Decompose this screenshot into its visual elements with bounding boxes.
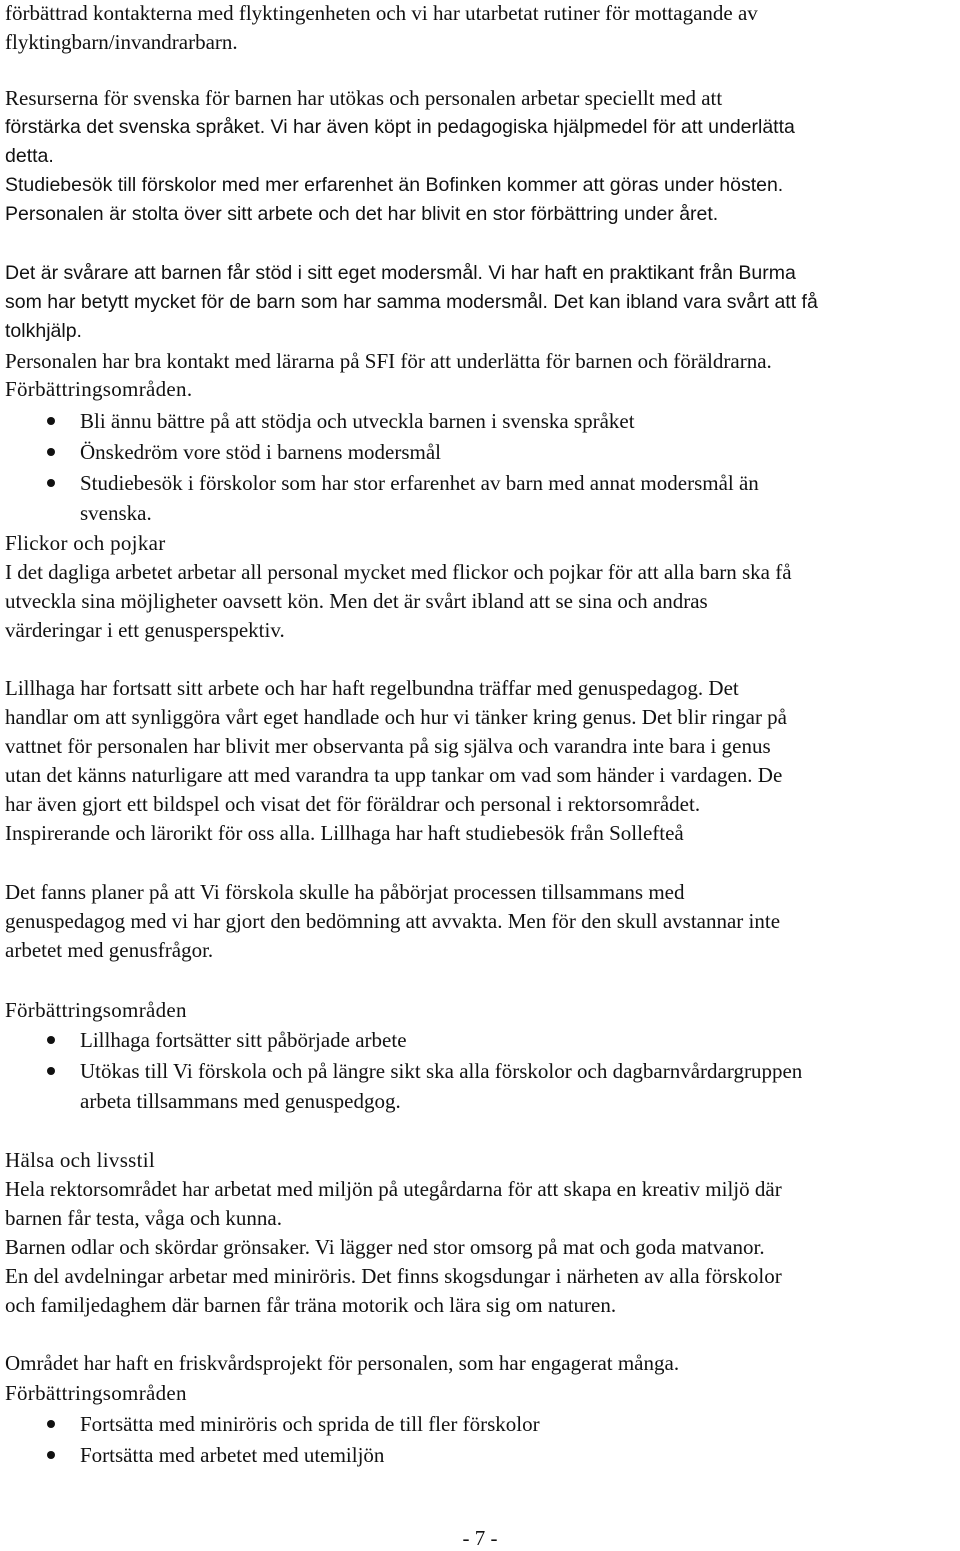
text-line: Lillhaga har fortsatt sitt arbete och har haft regelbundna träffar med genuspedagog. Det	[5, 676, 739, 700]
text-line: Det är svårare att barnen får stöd i sitt eget modersmål. Vi har haft en praktikant från Burma	[5, 262, 796, 284]
list-item-text: Utökas till Vi förskola och på längre sikt ska alla förskolor och dagbarnvårdargruppen	[80, 1059, 803, 1083]
text-line: har även gjort ett bildspel och visat det för föräldrar och personal i rektorsområdet.	[5, 792, 701, 816]
text-line: flyktingbarn/invandrarbarn.	[5, 30, 238, 54]
text-line: Hela rektorsområdet har arbetat med miljön på utegårdarna för att skapa en kreativ miljö där	[5, 1177, 782, 1201]
text-line: En del avdelningar arbetar med miniröris. Det finns skogsdungar i närheten av alla förskolor	[5, 1264, 782, 1288]
bullet-icon	[47, 1067, 55, 1075]
list-item	[5, 439, 960, 465]
list-item	[5, 1058, 960, 1084]
list-item-text: Fortsätta med arbetet med utemiljön	[80, 1443, 385, 1467]
text-line: värderingar i ett genusperspektiv.	[5, 618, 285, 642]
list-item	[5, 408, 960, 434]
text-line: utan det känns naturligare att med varandra ta upp tankar om vad som händer i vardagen. De	[5, 763, 783, 787]
text-line: I det dagliga arbetet arbetar all personal mycket med flickor och pojkar för att alla barn ska få	[5, 560, 792, 584]
text-line: Inspirerande och lärorikt för oss alla. Lillhaga har haft studiebesök från Sollefteå	[5, 821, 684, 845]
section-heading: Förbättringsområden.	[5, 377, 193, 401]
section-heading: Förbättringsområden	[5, 998, 187, 1022]
list-item-text: Fortsätta med miniröris och sprida de till fler förskolor	[80, 1412, 540, 1436]
text-line: Barnen odlar och skördar grönsaker. Vi lägger ned stor omsorg på mat och goda matvanor.	[5, 1235, 765, 1259]
text-line: Resurserna för svenska för barnen har utökas och personalen arbetar speciellt med att	[5, 86, 723, 110]
bullet-icon	[47, 1036, 55, 1044]
text-line: vattnet för personalen har blivit mer observanta på sig själva och varandra inte bara i genus	[5, 734, 771, 758]
text-line: Personalen har bra kontakt med lärarna på SFI för att underlätta för barnen och föräldrarna.	[5, 349, 772, 373]
bullet-icon	[47, 417, 55, 425]
bullet-icon	[47, 1420, 55, 1428]
list-item	[5, 1027, 960, 1053]
text-line: förstärka det svenska språket. Vi har även köpt in pedagogiska hjälpmedel för att underlätta	[5, 116, 795, 138]
list-item-text: Önskedröm vore stöd i barnens modersmål	[80, 440, 442, 464]
bullet-icon	[47, 1451, 55, 1459]
list-item	[5, 1442, 960, 1468]
text-line: Personalen är stolta över sitt arbete och det har blivit en stor förbättring under året.	[5, 203, 719, 225]
text-line: Området har haft en friskvårdsprojekt för personalen, som har engagerat många.	[5, 1351, 680, 1375]
list-item-text-continued: arbeta tillsammans med genuspedgog.	[80, 1089, 401, 1113]
text-line: Studiebesök till förskolor med mer erfarenhet än Bofinken kommer att göras under hösten.	[5, 174, 784, 196]
list-item-text-continued: svenska.	[80, 501, 152, 525]
text-line: handlar om att synliggöra vårt eget handlade och hur vi tänker kring genus. Det blir ringar på	[5, 705, 788, 729]
text-line: genuspedagog med vi har gjort den bedömning att avvakta. Men för den skull avstannar inte	[5, 909, 781, 933]
list-item-text: Studiebesök i förskolor som har stor erfarenhet av barn med annat modersmål än	[80, 471, 759, 495]
bullet-icon	[47, 479, 55, 487]
text-line: och familjedaghem där barnen får träna motorik och lära sig om naturen.	[5, 1293, 617, 1317]
text-line: barnen får testa, våga och kunna.	[5, 1206, 282, 1230]
text-line: detta.	[5, 145, 54, 167]
text-line: arbetet med genusfrågor.	[5, 938, 214, 962]
text-line: som har betytt mycket för de barn som har samma modersmål. Det kan ibland vara svårt att få	[5, 291, 818, 313]
text-line: tolkhjälp.	[5, 320, 82, 342]
bullet-icon	[47, 448, 55, 456]
section-heading: Hälsa och livsstil	[5, 1148, 156, 1172]
list-item-text: Bli ännu bättre på att stödja och utveckla barnen i svenska språket	[80, 409, 635, 433]
list-item-text: Lillhaga fortsätter sitt påbörjade arbete	[80, 1028, 407, 1052]
text-line: utveckla sina möjligheter oavsett kön. Men det är svårt ibland att se sina och andras	[5, 589, 708, 613]
section-heading: Flickor och pojkar	[5, 531, 166, 555]
section-heading: Förbättringsområden	[5, 1381, 187, 1405]
text-line: Det fanns planer på att Vi förskola skulle ha påbörjat processen tillsammans med	[5, 880, 685, 904]
text-line: förbättrad kontakterna med flyktingenheten och vi har utarbetat rutiner för mottagande av	[5, 1, 758, 25]
list-item	[5, 1411, 960, 1437]
page-number: - 7 -	[462, 1526, 498, 1550]
list-item	[5, 470, 960, 496]
